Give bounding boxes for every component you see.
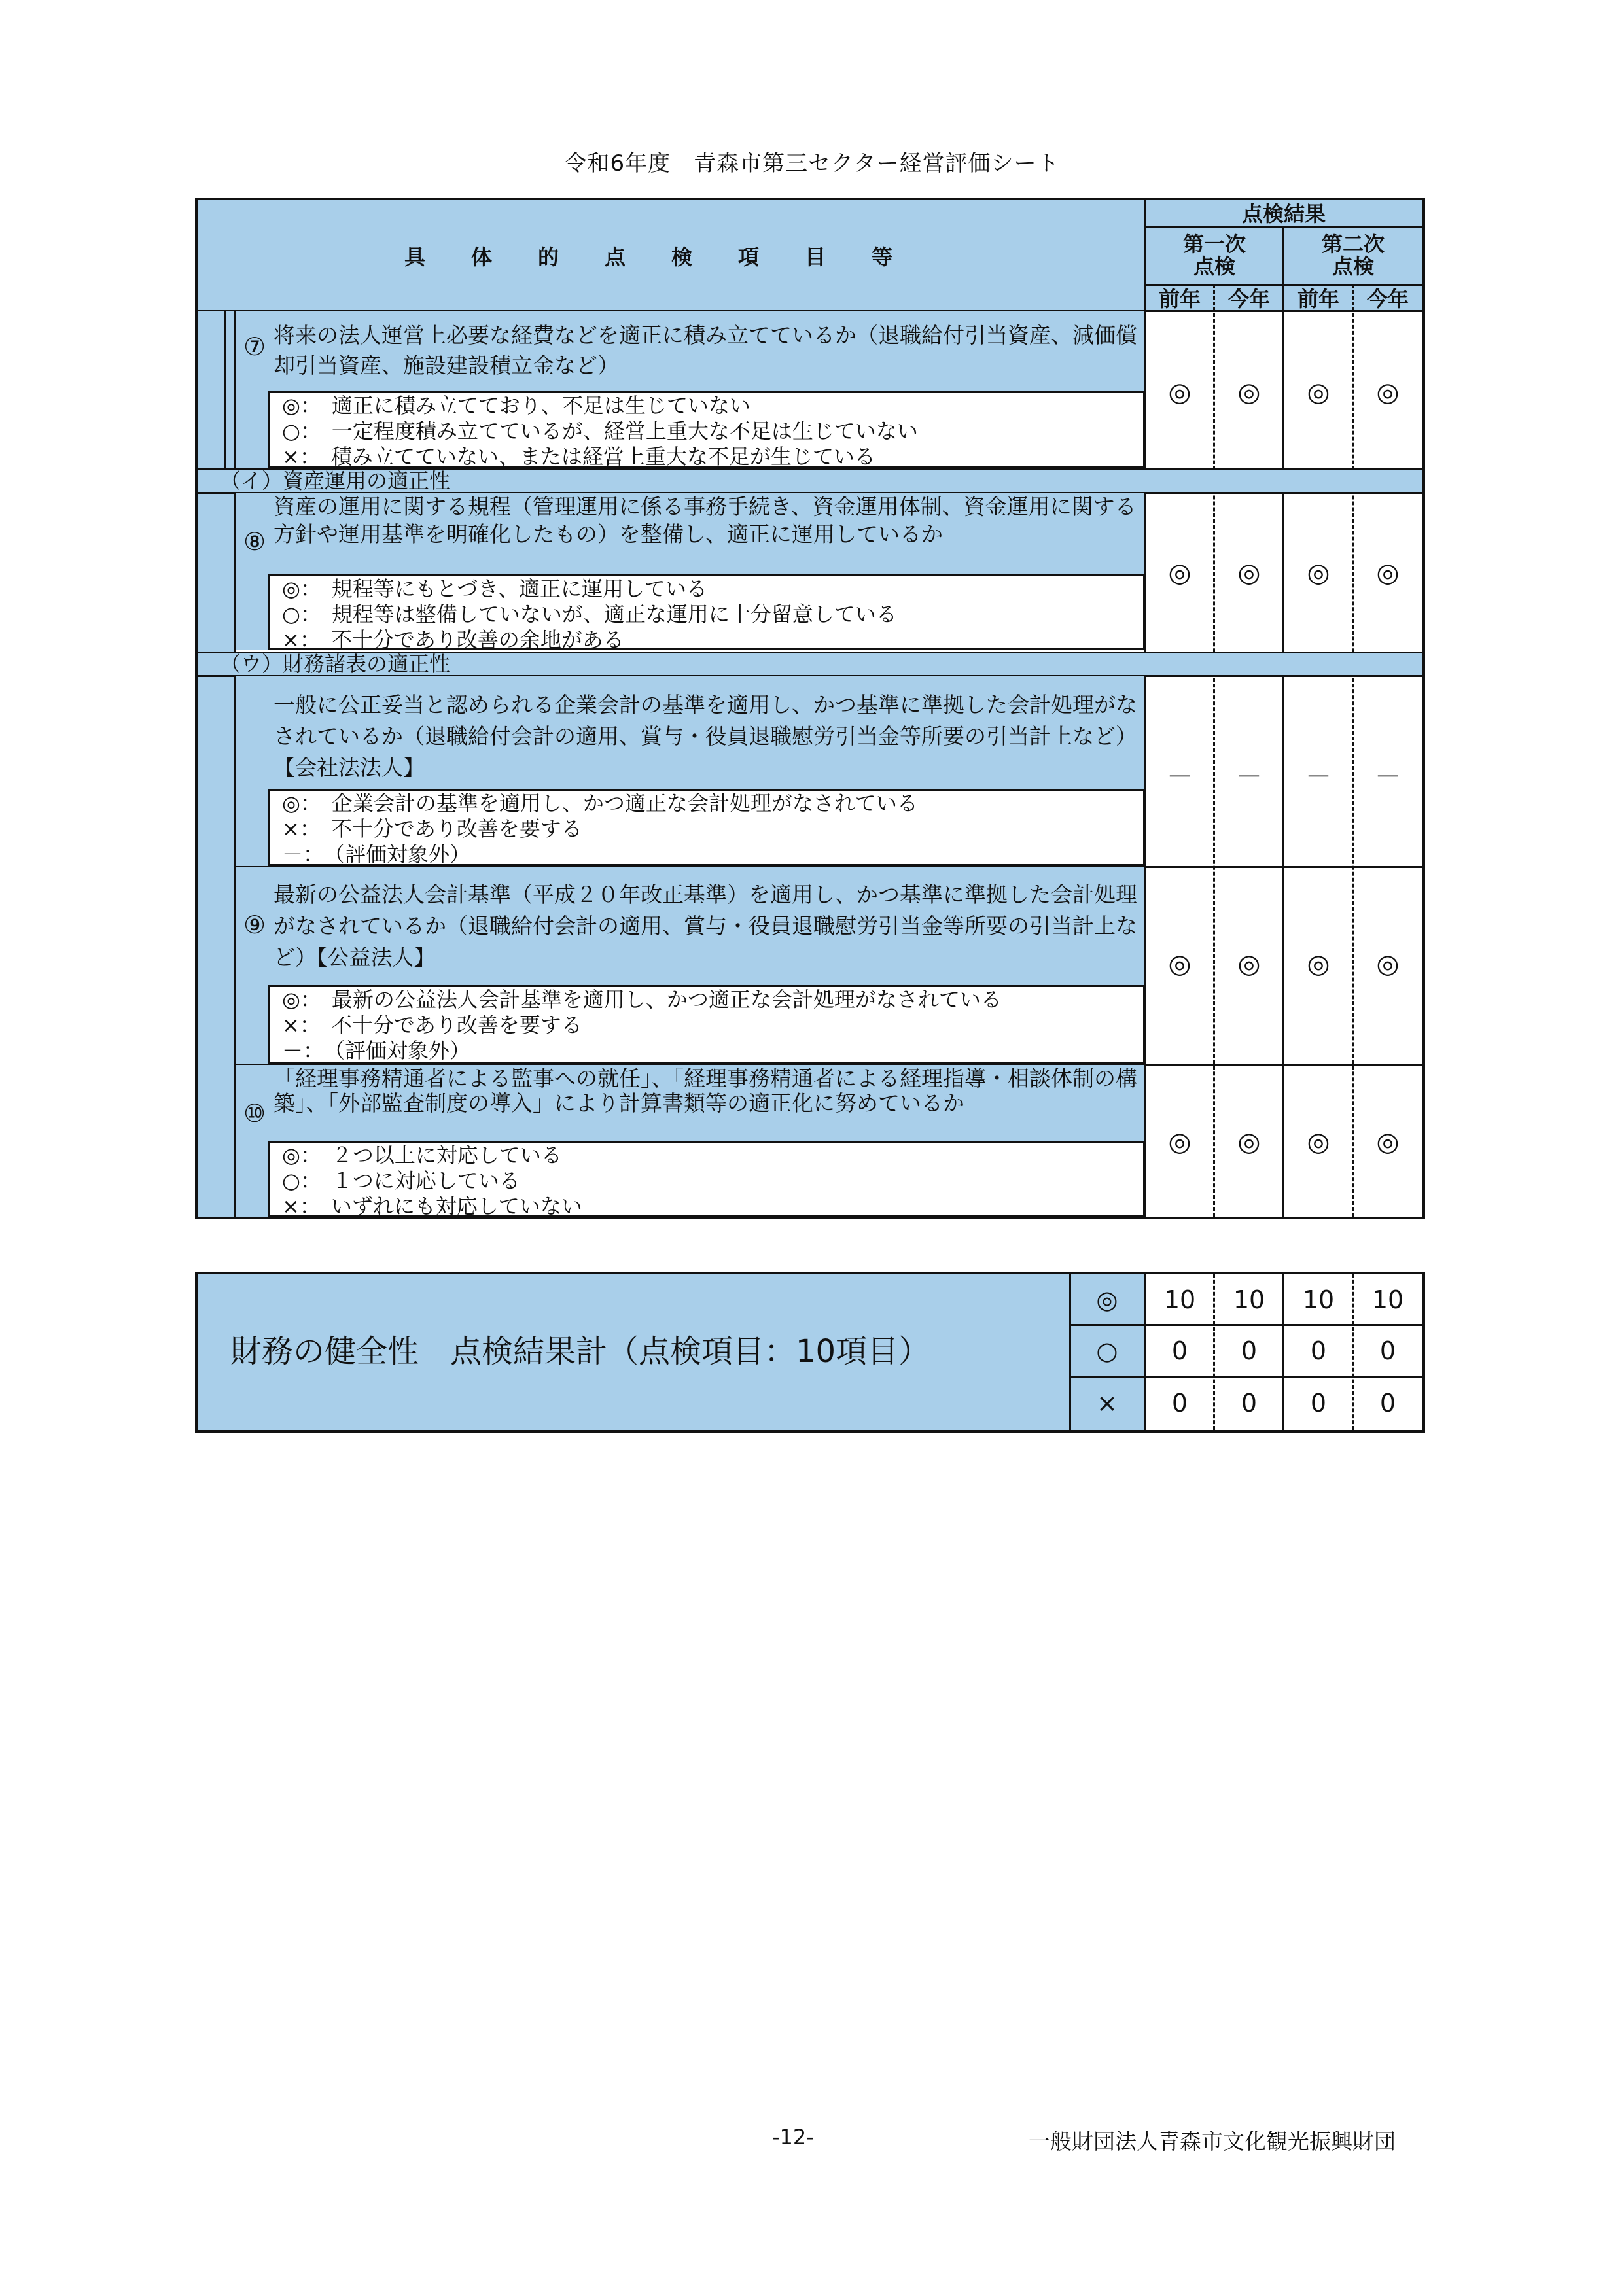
option: －： （評価対象外） — [282, 842, 471, 867]
evaluation-table — [195, 198, 1425, 1219]
summary-cell: 0 — [1310, 1389, 1327, 1418]
mark-company-second-prev: － — [1305, 762, 1332, 792]
option: ◎： 適正に積み立てており、不足は生じていない — [282, 393, 750, 418]
header-this-year-2: 今年 — [1366, 287, 1409, 311]
mark-8-second-prev: ◎ — [1307, 558, 1330, 588]
header-item-label: 具体的点検項目等 — [404, 245, 938, 270]
option: ○： １つに対応している — [282, 1168, 520, 1193]
item-question-8: 資産の運用に関する規程（管理運用に係る事務手続き、資金運用体制、資金運用に関する方針や運用基準を明確化したもの）を整備し、適正に運用しているか — [274, 494, 1137, 547]
header-prev-year-1: 前年 — [1158, 287, 1201, 311]
option: ○： 一定程度積み立てているが、経営上重大な不足は生じていない — [282, 419, 918, 444]
summary-cell: 10 — [1302, 1285, 1335, 1314]
item-question-9: 最新の公益法人会計基準（平成２０年改正基準）を適用し、かつ基準に準拠した会計処理がなされているか（退職給付会計の適用、賞与・役員退職慰労引当金等所要の引当計上など）【公益法人】 — [274, 882, 1137, 970]
option: ◎： 規程等にもとづき、適正に運用している — [282, 576, 708, 601]
item-question-company: 一般に公正妥当と認められる企業会計の基準を適用し、かつ基準に準拠した会計処理がなされているか（退職給付会計の適用、賞与・役員退職慰労引当金等所要の引当計上など）【会社法法人】 — [274, 692, 1137, 780]
item-options-7 — [268, 391, 1145, 468]
header-prev-year-2: 前年 — [1297, 287, 1339, 311]
summary-label: 財務の健全性 点検結果計（点検項目：10項目） — [230, 1333, 930, 1370]
item-number-9: ⑨ — [243, 911, 266, 939]
option: ×： 積み立てていない、または経営上重大な不足が生じている — [282, 444, 875, 469]
item-options-9 — [268, 985, 1145, 1064]
summary-cell: 0 — [1379, 1389, 1396, 1418]
summary-cell: 10 — [1163, 1285, 1196, 1314]
summary-cell: 0 — [1241, 1389, 1258, 1418]
summary-symbol-double-circle: ◎ — [1096, 1285, 1118, 1314]
mark-10-first-this: ◎ — [1237, 1127, 1261, 1157]
section-heading-u: （ウ）財務諸表の適正性 — [198, 653, 1422, 675]
item-question-7: 将来の法人運営上必要な経費などを適正に積み立てているか（退職給付引当資産、減価償却引当資産、施設建設積立金など） — [274, 322, 1137, 378]
item-options-8 — [268, 574, 1145, 650]
item-options-company — [268, 789, 1145, 866]
organization-name: 一般財団法人青森市文化観光振興財団 — [1029, 2129, 1396, 2154]
mark-7-second-this: ◎ — [1376, 377, 1400, 408]
option: －： （評価対象外） — [282, 1038, 471, 1063]
item-number-7: ⑦ — [243, 332, 266, 361]
mark-9-first-prev: ◎ — [1168, 949, 1192, 979]
summary-cell: 0 — [1171, 1336, 1188, 1365]
mark-company-second-this: － — [1375, 762, 1401, 792]
option: ×： いずれにも対応していない — [282, 1194, 582, 1219]
mark-7-first-this: ◎ — [1237, 377, 1261, 408]
mark-8-first-prev: ◎ — [1168, 558, 1192, 588]
mark-9-second-prev: ◎ — [1307, 949, 1330, 979]
option: ×： 不十分であり改善を要する — [282, 816, 582, 841]
summary-cell: 0 — [1310, 1336, 1327, 1365]
summary-cell: 10 — [1371, 1285, 1404, 1314]
section-heading-i: （イ）資産運用の適正性 — [198, 470, 1422, 492]
summary-cell: 10 — [1233, 1285, 1265, 1314]
mark-7-second-prev: ◎ — [1307, 377, 1330, 408]
header-results: 点検結果 — [1241, 201, 1326, 226]
summary-cell: 0 — [1171, 1389, 1188, 1418]
option: ○： 規程等は整備していないが、適正な運用に十分留意している — [282, 602, 897, 627]
mark-company-first-prev: － — [1167, 762, 1193, 792]
mark-10-first-prev: ◎ — [1168, 1127, 1192, 1157]
mark-10-second-this: ◎ — [1376, 1127, 1400, 1157]
mark-8-second-this: ◎ — [1376, 558, 1400, 588]
item-options-10 — [268, 1141, 1145, 1217]
option: ◎： 最新の公益法人会計基準を適用し、かつ適正な会計処理がなされている — [282, 987, 1002, 1012]
page-number: -12- — [772, 2125, 814, 2149]
summary-cell: 0 — [1241, 1336, 1258, 1365]
option: ×： 不十分であり改善を要する — [282, 1013, 582, 1037]
summary-symbol-cross: × — [1097, 1389, 1118, 1418]
header-second-check: 第二次 点検 — [1321, 232, 1385, 279]
header-this-year-1: 今年 — [1227, 287, 1270, 311]
item-number-8: ⑧ — [243, 527, 266, 556]
option: ×： 不十分であり改善の余地がある — [282, 627, 624, 652]
mark-8-first-this: ◎ — [1237, 558, 1261, 588]
summary-table — [195, 1272, 1425, 1433]
mark-9-second-this: ◎ — [1376, 949, 1400, 979]
mark-9-first-this: ◎ — [1237, 949, 1261, 979]
mark-7-first-prev: ◎ — [1168, 377, 1192, 408]
item-question-10: 「経理事務精通者による監事への就任」、「経理事務精通者による経理指導・相談体制の構築」、「外部監査制度の導入」により計算書類等の適正化に努めているか — [274, 1066, 1137, 1116]
header-first-check: 第一次 点検 — [1182, 232, 1246, 279]
summary-symbol-circle: ○ — [1096, 1336, 1118, 1365]
option: ◎： 企業会計の基準を適用し、かつ適正な会計処理がなされている — [282, 791, 918, 816]
option: ◎： ２つ以上に対応している — [282, 1143, 562, 1168]
item-number-10: ⑩ — [243, 1099, 266, 1128]
mark-company-first-this: － — [1236, 762, 1262, 792]
page-title: 令和6年度 青森市第三セクター経営評価シート — [564, 150, 1060, 177]
summary-cell: 0 — [1379, 1336, 1396, 1365]
mark-10-second-prev: ◎ — [1307, 1127, 1330, 1157]
